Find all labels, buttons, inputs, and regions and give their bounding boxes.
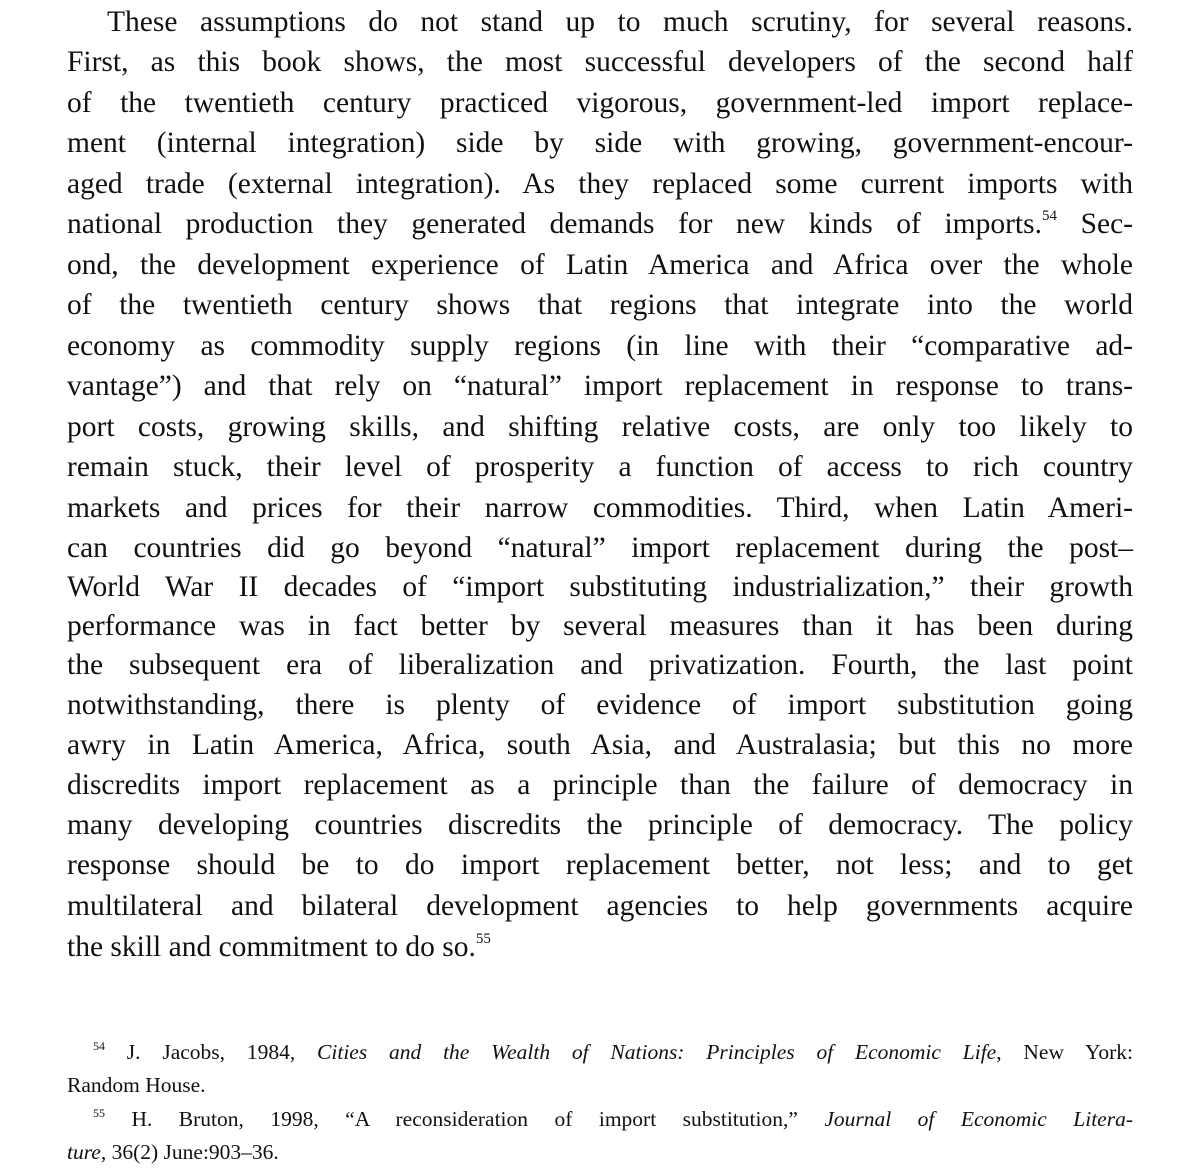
journal-title: ture	[67, 1140, 101, 1164]
footnote-text: , New York:	[996, 1040, 1134, 1064]
footnote-ref-54[interactable]: 54	[1041, 208, 1057, 224]
text-line: ond, the development experience of Latin America and Africa over the whole	[67, 249, 1133, 281]
footnote-text: , 36(2) June:903–36.	[100, 1140, 279, 1164]
footnote-number: 54	[93, 1039, 105, 1053]
footnote-ref-55[interactable]: 55	[475, 931, 491, 947]
text-line: performance was in fact better by several measures than it has been during	[67, 610, 1133, 642]
footnote-text: J. Jacobs, 1984,	[105, 1040, 318, 1064]
text-segment: the skill and commitment to do so.	[67, 931, 476, 963]
text-line: of the twentieth century shows that regions that integrate into the world	[67, 289, 1133, 321]
text-line: of the twentieth century practiced vigorous, government-led import replace-	[67, 87, 1133, 119]
book-title: Cities and the Wealth of Nations: Principles of Economic Life	[317, 1040, 997, 1064]
text-line: aged trade (external integration). As they replaced some current imports with	[67, 168, 1133, 200]
text-line	[67, 204, 1133, 250]
text-line: First, as this book shows, the most successful developers of the second half	[67, 46, 1133, 78]
text-line: awry in Latin America, Africa, south Asia, and Australasia; but this no more	[67, 729, 1133, 761]
text-line: can countries did go beyond “natural” import replacement during the post–	[67, 532, 1133, 564]
text-line: port costs, growing skills, and shifting relative costs, are only too likely to	[67, 411, 1133, 443]
text-segment: Sec-	[1056, 208, 1133, 240]
text-line: notwithstanding, there is plenty of evidence of import substitution going	[67, 689, 1133, 721]
text-line: response should be to do import replacement better, not less; and to get	[67, 849, 1133, 881]
footnote-55-cont	[67, 1136, 1133, 1169]
text-line: discredits import replacement as a principle than the failure of democracy in	[67, 769, 1133, 801]
text-segment: national production they generated demands for new kinds of imports.	[67, 208, 1042, 240]
text-line: vantage”) and that rely on “natural” import replacement in response to trans-	[67, 370, 1133, 402]
text-line: These assumptions do not stand up to much scrutiny, for several reasons.	[107, 6, 1133, 38]
footnote-text: H. Bruton, 1998, “A reconsideration of import substitution,”	[105, 1107, 825, 1131]
text-line: World War II decades of “import substituting industrialization,” their growth	[67, 571, 1133, 603]
text-line: economy as commodity supply regions (in line with their “comparative ad-	[67, 330, 1133, 362]
text-line: ment (internal integration) side by side with growing, government-encour-	[67, 127, 1133, 159]
footnote-55	[93, 1103, 1133, 1139]
footnote-54	[93, 1036, 1133, 1072]
text-line: the subsequent era of liberalization and privatization. Fourth, the last point	[67, 649, 1133, 681]
journal-title: Journal of Economic Litera-	[824, 1107, 1133, 1131]
text-line: multilateral and bilateral development agencies to help governments acquire	[67, 890, 1133, 922]
text-line: remain stuck, their level of prosperity a function of access to rich country	[67, 451, 1133, 483]
footnote-number: 55	[93, 1106, 105, 1120]
text-line: markets and prices for their narrow commodities. Third, when Latin Ameri-	[67, 492, 1133, 524]
footnote-54-cont: Random House.	[67, 1073, 206, 1097]
text-line: many developing countries discredits the principle of democracy. The policy	[67, 809, 1133, 841]
text-line	[67, 927, 1133, 973]
